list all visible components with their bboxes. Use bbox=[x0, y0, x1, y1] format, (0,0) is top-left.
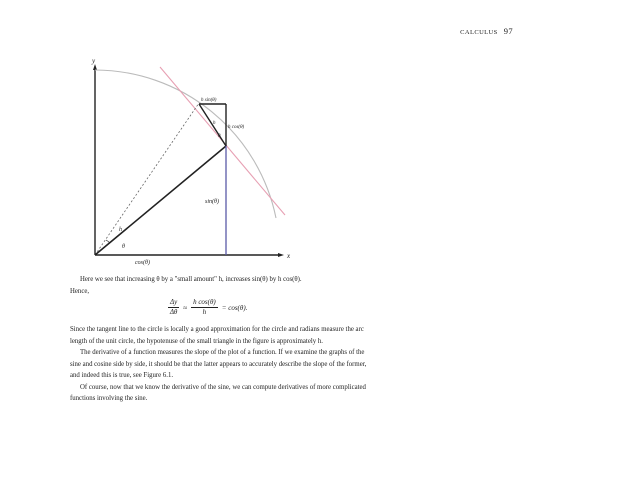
theta-arc bbox=[106, 240, 110, 243]
x-axis-label: x bbox=[287, 252, 291, 260]
equation bbox=[168, 298, 247, 317]
eq-lhs-den: Δθ bbox=[169, 308, 178, 316]
para3-text: The derivative of a function measures the slope of the plot of a function. If we examine the graphs of the sine and cosine side by side, it should be that the latter appears to accurately describe the slope of the former, and indeed this is true, see Figure 6.1. bbox=[70, 349, 367, 379]
paragraph-1 bbox=[70, 274, 370, 297]
eq-lhs-num: Δy bbox=[170, 298, 178, 306]
x-axis-arrow-icon bbox=[278, 253, 284, 257]
unit-circle-arc bbox=[95, 70, 276, 218]
h-sin-label: h sin(θ) bbox=[201, 98, 217, 103]
eq-rhs-num: h cos(θ) bbox=[193, 298, 216, 306]
para1-text: Here we see that increasing θ by a "small amount" h, increases sin(θ) by h cos(θ). bbox=[80, 276, 302, 283]
eq-lhs-fraction bbox=[168, 298, 179, 317]
theta-origin-label: θ bbox=[122, 244, 125, 250]
dashed-radius bbox=[95, 103, 199, 255]
eq-rhs-fraction bbox=[191, 298, 218, 317]
h-cos-label: h cos(θ) bbox=[228, 125, 245, 130]
theta-top-label: θ bbox=[218, 134, 221, 139]
eq-rhs-den: h bbox=[202, 308, 207, 316]
para2-text: Since the tangent line to the circle is locally a good approximation for the circle and radians measure the arc length of the unit circle, the hypotenuse of the small triangle in the figure is approximately h. bbox=[70, 326, 364, 345]
cos-label: cos(θ) bbox=[135, 260, 150, 266]
eq-result: = cos(θ). bbox=[221, 303, 248, 312]
y-axis-label: y bbox=[92, 57, 96, 65]
para1b-text: Hence, bbox=[70, 287, 90, 295]
sin-label: sin(θ) bbox=[205, 199, 219, 205]
running-head-title: CALCULUS bbox=[460, 29, 498, 36]
h-arc-label: h bbox=[119, 227, 122, 233]
h-top-label: h bbox=[213, 121, 216, 126]
page-number: 97 bbox=[503, 26, 513, 36]
para4-text: Of course, now that we know the derivative of the sine, we can compute derivatives of more complicated functions involving the sine. bbox=[70, 383, 366, 402]
paragraph-block bbox=[70, 324, 370, 405]
eq-approx: ≈ bbox=[183, 303, 188, 312]
